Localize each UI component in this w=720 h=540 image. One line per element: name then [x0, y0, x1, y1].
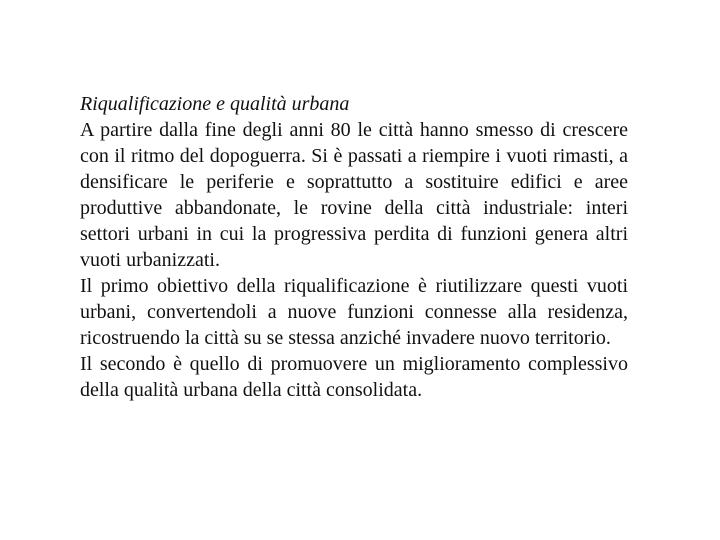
paragraph-second-objective: Il secondo è quello di promuovere un miglioramento complessivo della qualità urbana della città consolidata. — [80, 353, 628, 401]
document-text-block — [80, 91, 628, 403]
document-heading: Riqualificazione e qualità urbana — [80, 93, 350, 115]
paragraph-intro: A partire dalla fine degli anni 80 le città hanno smesso di crescere con il ritmo del dopoguerra. Si è passati a riempire i vuoti rimasti, a densificare le periferie e soprattutto a sostituire edifici e aree produttive abbandonate, le rovine della città industriale: interi settori urbani in cui la progressiva perdita di funzioni genera altri vuoti urbanizzati. — [80, 119, 628, 271]
paragraph-first-objective: Il primo obiettivo della riqualificazione è riutilizzare questi vuoti urbani, convertendoli a nuove funzioni connesse alla residenza, ricostruendo la città su se stessa anziché invadere nuovo territorio. — [80, 275, 628, 349]
